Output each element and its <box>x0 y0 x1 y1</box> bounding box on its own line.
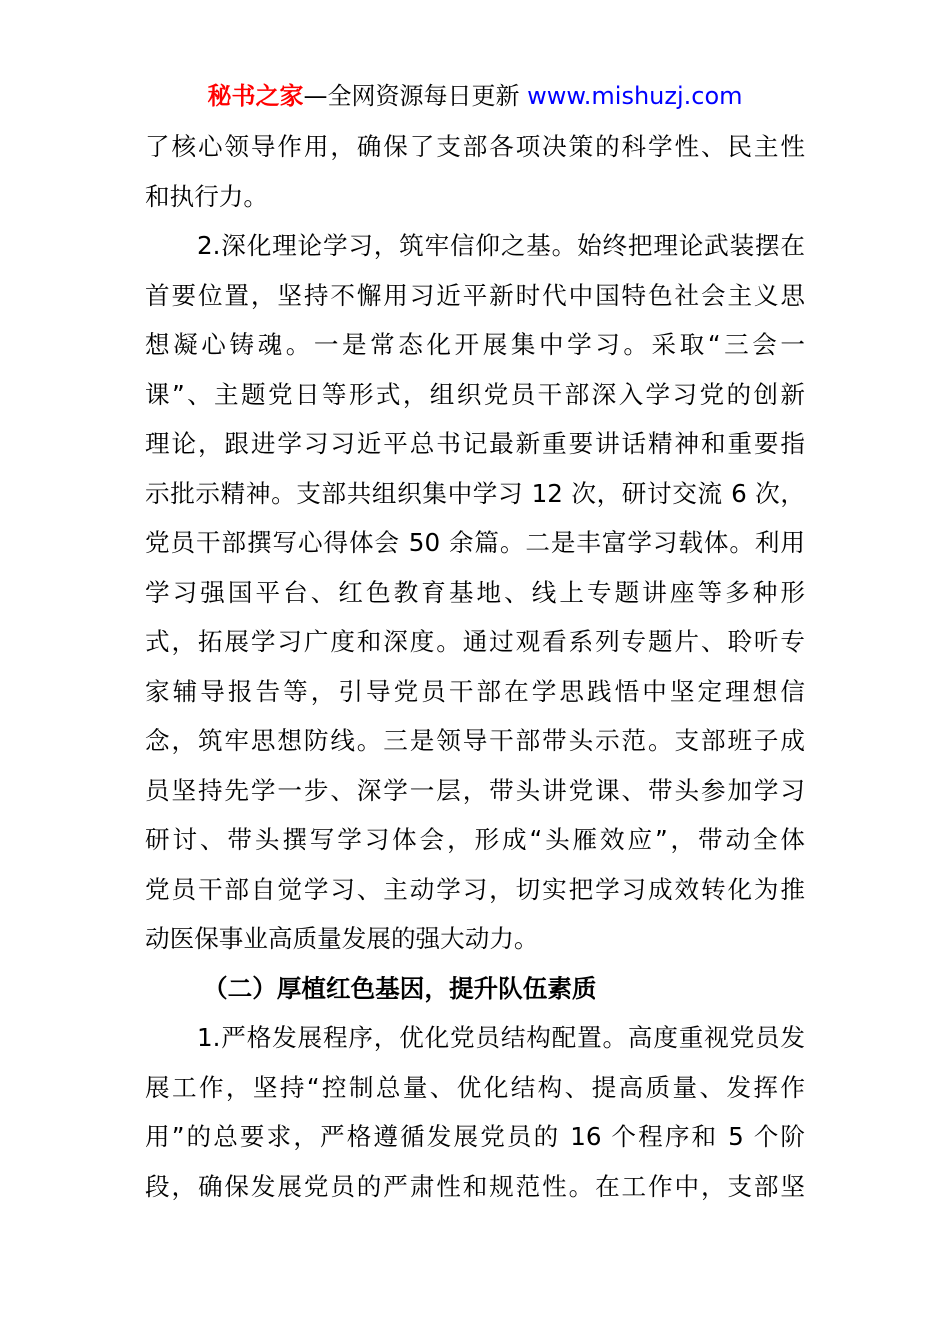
header-brand: 秘书之家 <box>207 82 304 110</box>
text-line: 示批示精神。支部共组织集中学习 12 次，研讨交流 6 次， <box>145 478 805 508</box>
text-line: 和执行力。 <box>145 181 268 211</box>
text-line: 段，确保发展党员的严肃性和规范性。在工作中，支部坚 <box>145 1171 805 1201</box>
text-line: 理论，跟进学习习近平总书记最新重要讲话精神和重要指 <box>145 429 805 458</box>
text-line: 2.深化理论学习，筑牢信仰之基。始终把理论武装摆在 <box>197 231 805 260</box>
text-line: 首要位置，坚持不懈用习近平新时代中国特色社会主义思 <box>145 280 805 310</box>
section-heading: （二）厚植红色基因，提升队伍素质 <box>203 973 597 1003</box>
document-body <box>145 122 805 1211</box>
text-line: 想凝心铸魂。一是常态化开展集中学习。采取“三会一 <box>145 330 805 359</box>
text-line: 课”、主题党日等形式，组织党员干部深入学习党的创新 <box>145 379 805 409</box>
text-line: 用”的总要求，严格遵循发展党员的 16 个程序和 5 个阶 <box>145 1122 805 1151</box>
text-line: 1.严格发展程序，优化党员结构配置。高度重视党员发 <box>197 1023 805 1052</box>
text-line: 了核心领导作用，确保了支部各项决策的科学性、民主性 <box>145 132 805 161</box>
header-slogan: —全网资源每日更新 <box>303 82 520 110</box>
text-line: 家辅导报告等，引导党员干部在学思践悟中坚定理想信 <box>145 676 805 706</box>
text-line: 念，筑牢思想防线。三是领导干部带头示范。支部班子成 <box>145 726 805 755</box>
text-line: 员坚持先学一步、深学一层，带头讲党课、带头参加学习 <box>145 775 805 805</box>
text-line: 展工作，坚持“控制总量、优化结构、提高质量、发挥作 <box>145 1072 805 1102</box>
text-line: 党员干部撰写心得体会 50 余篇。二是丰富学习载体。利用 <box>145 528 805 557</box>
header-website-link[interactable]: www.mishuzj.com <box>527 82 743 110</box>
text-line: 党员干部自觉学习、主动学习，切实把学习成效转化为推 <box>145 874 805 904</box>
text-line: 动医保事业高质量发展的强大动力。 <box>145 924 539 953</box>
text-line: 式，拓展学习广度和深度。通过观看系列专题片、聆听专 <box>145 627 805 656</box>
text-line: 学习强国平台、红色教育基地、线上专题讲座等多种形 <box>145 577 805 607</box>
text-line: 研讨、带头撰写学习体会，形成“头雁效应”，带动全体 <box>145 825 805 854</box>
page-header <box>0 80 950 112</box>
